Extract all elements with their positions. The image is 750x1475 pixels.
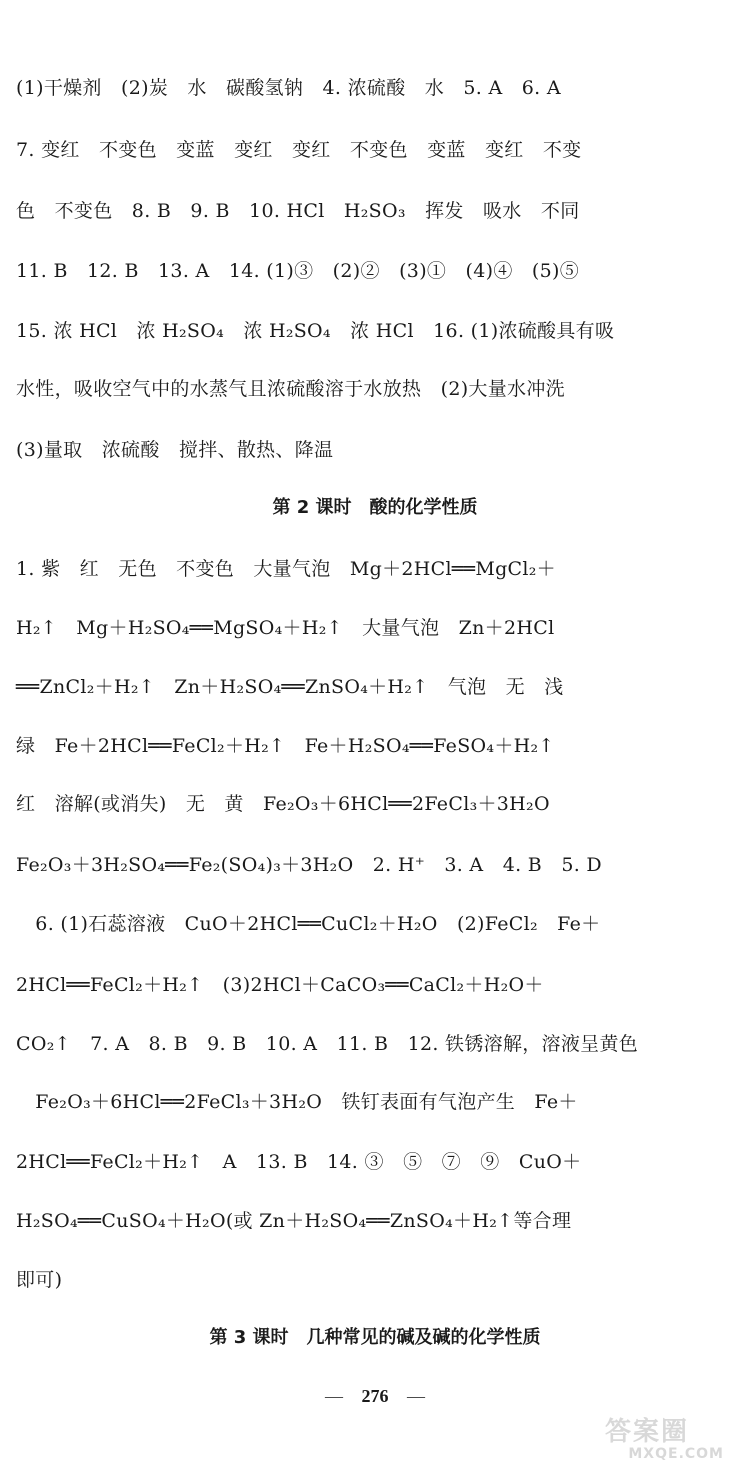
answer-line-3: 色 不变色 8. B 9. B 10. HCl H₂SO₃ 挥发 吸水 不同 <box>16 200 580 222</box>
page-number-value: 276 <box>361 1386 389 1406</box>
watermark-logo <box>562 1418 732 1468</box>
answer-line-15: 2HCl══FeCl₂＋H₂↑ (3)2HCl＋CaCO₃══CaCl₂＋H₂O＋ <box>16 974 544 996</box>
answer-line-13: Fe₂O₃＋3H₂SO₄══Fe₂(SO₄)₃＋3H₂O 2. H⁺ 3. A 4. B 5. D <box>16 854 602 876</box>
answer-line-19: H₂SO₄══CuSO₄＋H₂O(或 Zn＋H₂SO₄══ZnSO₄＋H₂↑等合理 <box>16 1210 572 1232</box>
answer-line-18: 2HCl══FeCl₂＋H₂↑ A 13. B 14. ③ ⑤ ⑦ ⑨ CuO＋ <box>16 1151 582 1173</box>
answer-line-16: CO₂↑ 7. A 8. B 9. B 10. A 11. B 12. 铁锈溶解，溶液呈黄色 <box>16 1033 639 1055</box>
section-heading-lesson-3: 第 3 课时 几种常见的碱及碱的化学性质 <box>209 1327 541 1348</box>
section-heading-lesson-2: 第 2 课时 酸的化学性质 <box>272 497 478 518</box>
watermark-url: MXQE.COM <box>628 1446 724 1462</box>
answer-line-11: 绿 Fe＋2HCl══FeCl₂＋H₂↑ Fe＋H₂SO₄══FeSO₄＋H₂↑ <box>16 735 555 757</box>
page-number-dash-left: — <box>325 1386 343 1406</box>
answer-line-6: 水性，吸收空气中的水蒸气且浓硫酸溶于水放热 (2)大量水冲洗 <box>16 378 565 400</box>
answer-line-7: (3)量取 浓硫酸 搅拌、散热、降温 <box>16 439 334 461</box>
answer-line-17: Fe₂O₃＋6HCl══2FeCl₃＋3H₂O 铁钉表面有气泡产生 Fe＋ <box>16 1091 578 1113</box>
answer-line-2: 7. 变红 不变色 变蓝 变红 变红 不变色 变蓝 变红 不变 <box>16 139 582 161</box>
answer-line-12: 红 溶解(或消失) 无 黄 Fe₂O₃＋6HCl══2FeCl₃＋3H₂O <box>16 793 550 815</box>
answer-line-9: H₂↑ Mg＋H₂SO₄══MgSO₄＋H₂↑ 大量气泡 Zn＋2HCl <box>16 617 555 639</box>
answer-line-5: 15. 浓 HCl 浓 H₂SO₄ 浓 H₂SO₄ 浓 HCl 16. (1)浓硫酸具有吸 <box>16 320 615 342</box>
answer-line-10: ══ZnCl₂＋H₂↑ Zn＋H₂SO₄══ZnSO₄＋H₂↑ 气泡 无 浅 <box>16 676 564 698</box>
page-number <box>0 1385 750 1407</box>
answer-line-1: (1)干燥剂 (2)炭 水 碳酸氢钠 4. 浓硫酸 水 5. A 6. A <box>16 77 561 99</box>
answer-line-4: 11. B 12. B 13. A 14. (1)③ (2)② (3)① (4)④ (5)⑤ <box>16 260 580 282</box>
answer-line-20: 即可) <box>16 1269 63 1291</box>
answer-line-14: 6. (1)石蕊溶液 CuO＋2HCl══CuCl₂＋H₂O (2)FeCl₂ Fe＋ <box>16 913 601 935</box>
answer-line-8: 1. 紫 红 无色 不变色 大量气泡 Mg＋2HCl══MgCl₂＋ <box>16 558 556 580</box>
watermark-text: 答案圈 <box>604 1417 689 1447</box>
page-number-dash-right: — <box>407 1386 425 1406</box>
